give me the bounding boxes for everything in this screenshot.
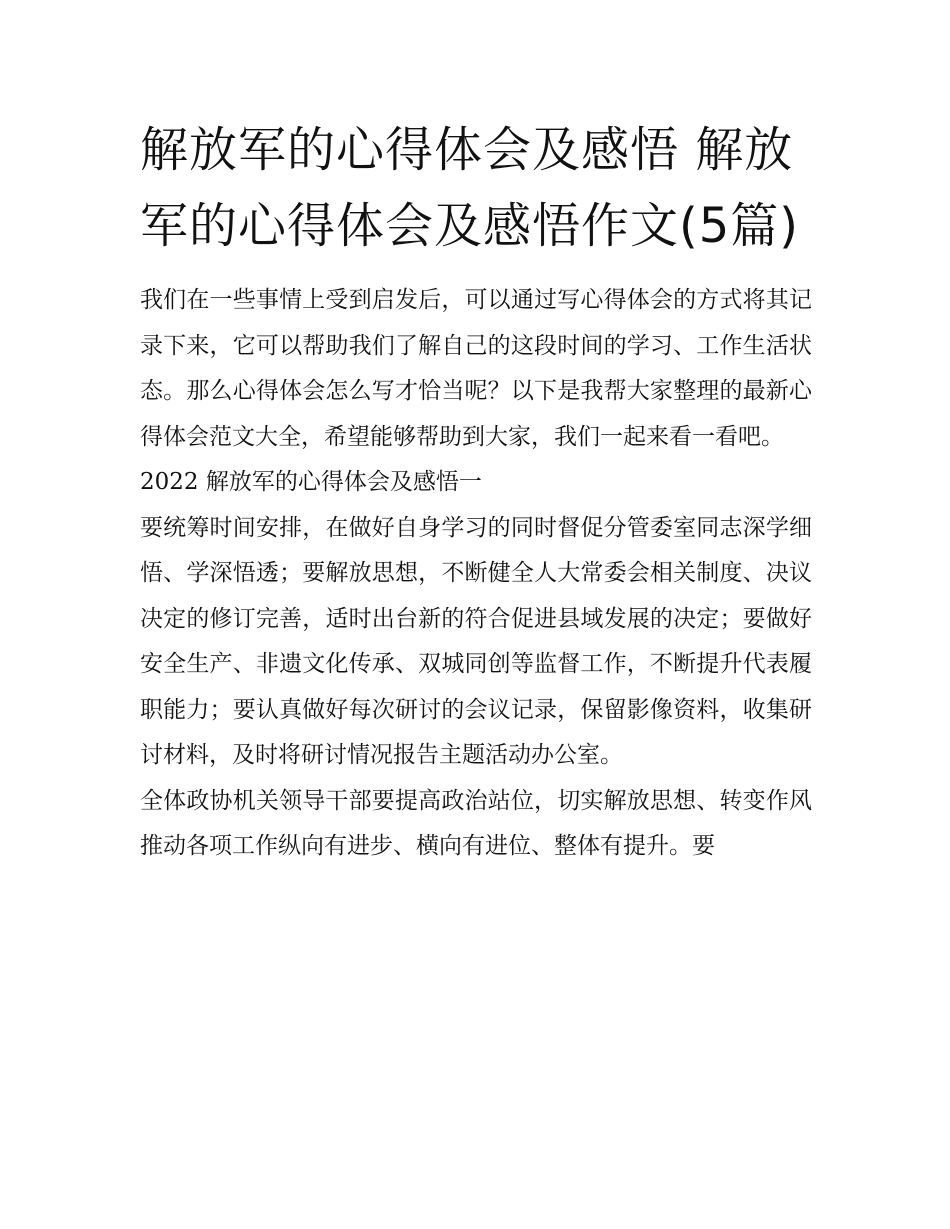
section-heading: 2022 解放军的心得体会及感悟一 xyxy=(140,469,482,495)
body-paragraph-2: 全体政协机关领导干部要提高政治站位，切实解放思想、转变作风推动各项工作纵向有进步、横向有进位、整体有提升。要 xyxy=(140,787,812,859)
body-paragraph-1: 要统筹时间安排，在做好自身学习的同时督促分管委室同志深学细悟、学深悟透；要解放思想，不断健全人大常委会相关制度、决议决定的修订完善，适时出台新的符合促进县域发展的决定；要做好安全生产、非遗文化传承、双城同创等监督工作，不断提升代表履职能力；要认真做好每次研讨的会议记录，保留影像资料，收集研讨材料，及时将研讨情况报告主题活动办公室。 xyxy=(140,514,812,768)
document-content xyxy=(140,112,812,870)
document-title: 解放军的心得体会及感悟 解放军的心得体会及感悟作文(5篇) xyxy=(140,122,799,254)
intro-paragraph: 我们在一些事情上受到启发后，可以通过写心得体会的方式将其记录下来，它可以帮助我们了解自己的这段时间的学习、工作生活状态。那么心得体会怎么写才恰当呢？以下是我帮大家整理的最新心得体会范文大全，希望能够帮助到大家，我们一起来看一看吧。 xyxy=(140,287,812,450)
